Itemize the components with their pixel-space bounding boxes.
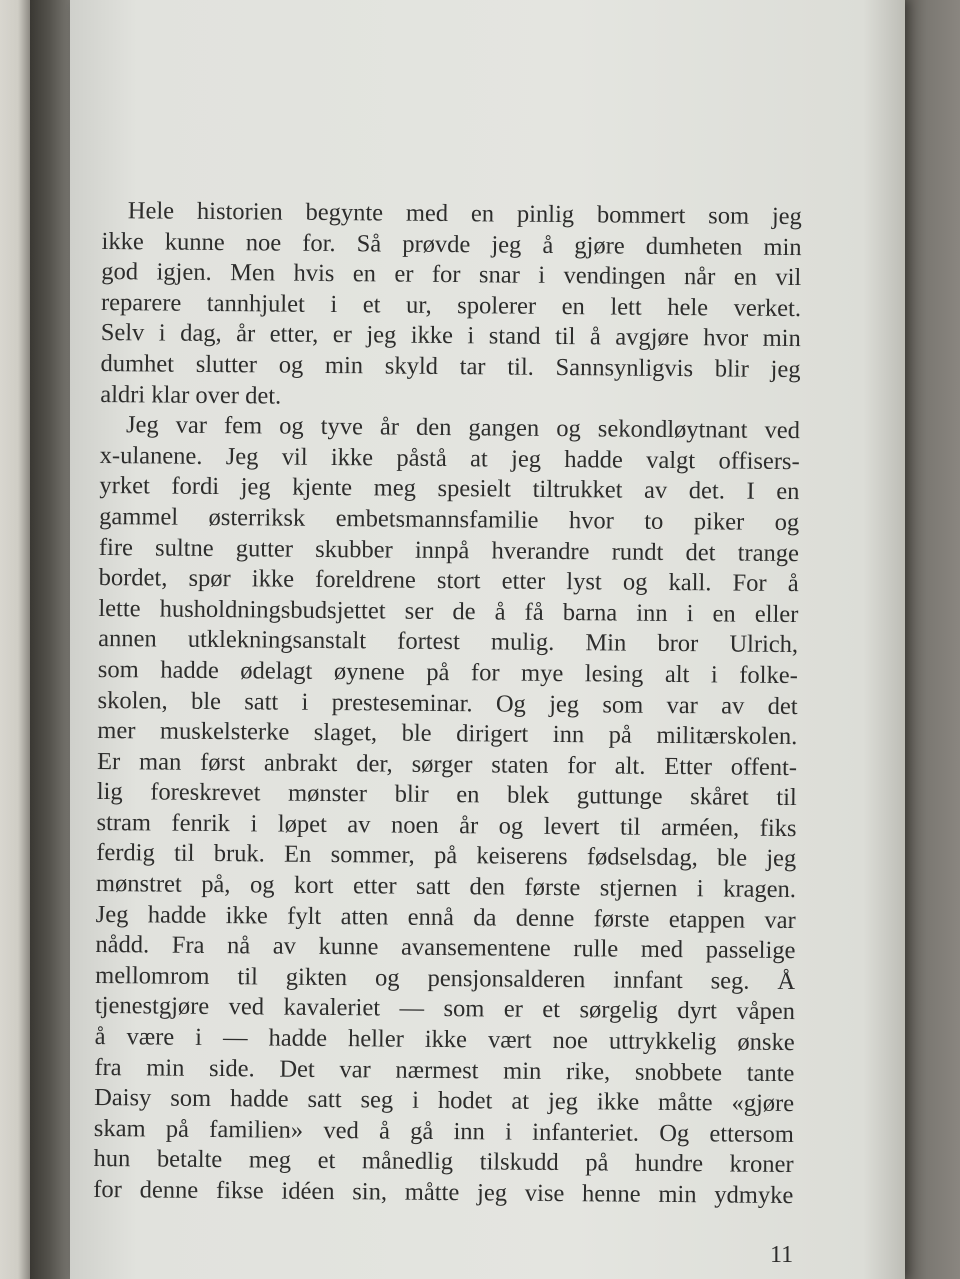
text-line: lette husholdningsbudsjettet ser de å få barna inn i en eller (98, 594, 799, 628)
text-line: aldri klar over det. (100, 380, 282, 410)
text-line: annen utklekningsanstalt fortest mulig. Min bror Ulrich, (98, 625, 799, 659)
text-line: gammel østerriksk embetsmannsfamilie hvor to piker og (99, 502, 800, 537)
text-line: stram fenrik i løpet av noen år og levert til arméen, fiks (96, 808, 797, 842)
text-line: ikke kunne noe for. Så prøvde jeg å gjøre dumheten min (101, 227, 802, 261)
text-line: dumhet slutter og min skyld tar til. Sannsynligvis blir jeg (100, 349, 801, 384)
text-line: yrket fordi jeg kjente meg spesielt tiltrukket av det. I en (99, 472, 800, 506)
body-text (93, 196, 802, 1212)
text-line: Selv i dag, år etter, er jeg ikke i stand til å avgjøre hvor min (100, 319, 801, 353)
text-line: Hele historien begynte med en pinlig bommert som jeg (127, 197, 802, 231)
text-line: som hadde ødelagt øynene på for mye lesing alt i folke- (97, 655, 798, 689)
text-line: skolen, ble satt i presteseminar. Og jeg som var av det (97, 686, 798, 720)
page-number: 11 (770, 1242, 794, 1268)
text-line: fire sultne gutter skubber innpå hverandre rundt det trange (98, 533, 800, 567)
facing-page-edge (0, 0, 30, 1279)
text-line: Jeg var fem og tyve år den gangen og sekondløytnant ved (125, 411, 801, 445)
text-line: å være i — hadde heller ikke vært noe uttrykkelig ønske (94, 1022, 795, 1057)
text-line: lig foreskrevet mønster blir en blek guttunge skåret til (96, 778, 797, 812)
text-line: tjenestgjøre ved kavaleriet — som er et sørgelig dyrt våpen (94, 992, 796, 1026)
text-line: bordet, spør ikke foreldrene stort etter lyst og kall. For å (98, 564, 799, 598)
text-line: skam på familien» ved å gå inn i infanteriet. Og ettersom (93, 1114, 794, 1148)
text-line: mer muskelsterke slaget, ble dirigert inn på militærskolen. (97, 717, 798, 751)
text-line: nådd. Fra nå av kunne avansementene rulle med passelige (95, 931, 796, 965)
text-line: x-ulanene. Jeg vil ikke påstå at jeg hadde valgt offisers- (99, 441, 800, 475)
text-line: mønstret på, og kort etter satt den første stjernen i kragen. (95, 870, 797, 904)
text-line: god igjen. Men hvis en er for snar i vendingen når en vil (101, 258, 802, 292)
text-line: Er man først anbrakt der, sørger staten for alt. Etter offent- (96, 747, 798, 781)
background-surface (905, 0, 960, 1279)
text-line: ferdig til bruk. En sommer, på keiserens fødselsdag, ble jeg (96, 839, 797, 873)
text-line: Daisy som hadde satt seg i hodet at jeg ikke måtte «gjøre (94, 1084, 795, 1118)
text-line: Jeg hadde ikke fylt atten ennå da denne første etappen var (95, 900, 796, 934)
text-line: for denne fikse idéen sin, måtte jeg vise henne min ydmyke (93, 1175, 794, 1210)
text-line: hun betalte meg et månedlig tilskudd på hundre kroner (93, 1145, 794, 1179)
text-line: mellomrom til gikten og pensjonsalderen innfant seg. Å (95, 961, 796, 995)
text-line: fra min side. Det var nærmest min rike, snobbete tante (94, 1053, 795, 1087)
text-line: reparere tannhjulet i et ur, spolerer en lett hele verket. (100, 288, 802, 322)
